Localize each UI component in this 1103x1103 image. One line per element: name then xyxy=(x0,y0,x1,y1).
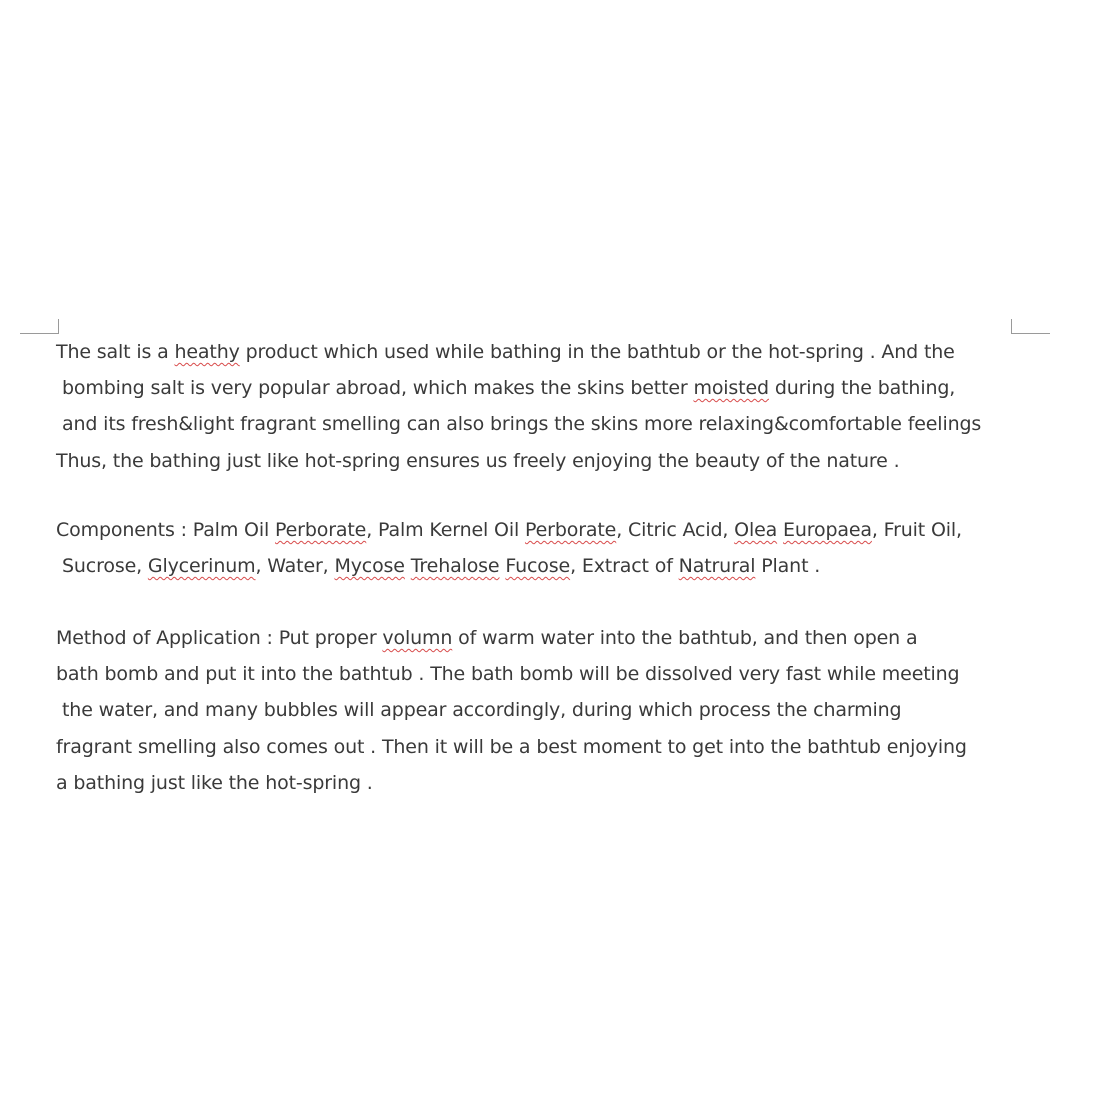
text-line xyxy=(56,656,1036,692)
text-run: , Extract of xyxy=(570,555,679,578)
misspelled-word: Fucose xyxy=(505,555,571,578)
text-line xyxy=(56,620,1036,656)
text-run: the water, and many bubbles will appear accordingly, during which process the charming xyxy=(62,699,902,722)
text-line xyxy=(56,512,1036,548)
misspelled-word: Glycerinum xyxy=(147,555,256,578)
text-run: and its fresh&light fragrant smelling can also brings the skins more relaxing&comfortable feelings xyxy=(62,413,982,436)
text-line xyxy=(56,443,1036,479)
paragraph-description[interactable] xyxy=(56,334,1036,479)
text-run: , Water, xyxy=(255,555,335,578)
text-run: a bathing just like the hot-spring . xyxy=(56,771,373,794)
text-run: Thus, the bathing just like hot-spring ensures us freely enjoying the beauty of the nature . xyxy=(56,449,900,472)
text-run: product which used while bathing in the bathtub or the hot-spring . And the xyxy=(239,341,955,363)
misspelled-word: volumn xyxy=(382,627,453,649)
text-line xyxy=(56,406,1036,442)
text-run: , Palm Kernel Oil xyxy=(366,519,525,541)
text-run: Sucrose, xyxy=(62,555,148,578)
text-run: bath bomb and put it into the bathtub . The bath bomb will be dissolved very fast while meeting xyxy=(56,663,960,686)
text-line xyxy=(56,548,1036,584)
text-run: Method of Application : Put proper xyxy=(56,627,383,649)
text-run: fragrant smelling also comes out . Then it will be a best moment to get into the bathtub enjoying xyxy=(56,735,967,758)
text-run: during the bathing, xyxy=(768,377,956,400)
right-margin-corner-mark xyxy=(1011,319,1050,334)
misspelled-word: moisted xyxy=(693,377,769,400)
text-run: bombing salt is very popular abroad, which makes the skins better xyxy=(62,377,694,400)
text-line xyxy=(56,370,1036,406)
text-line xyxy=(56,692,1036,728)
text-run: Components : Palm Oil xyxy=(56,519,276,541)
text-run: The salt is a xyxy=(56,341,175,363)
misspelled-word: Natrural xyxy=(678,555,756,578)
text-run: Plant . xyxy=(755,555,821,578)
text-run: , Citric Acid, xyxy=(616,519,735,541)
paragraph-components[interactable] xyxy=(56,512,1036,584)
misspelled-word: Europaea xyxy=(783,519,872,541)
paragraph-method-of-application[interactable] xyxy=(56,620,1036,801)
text-line xyxy=(56,334,1036,370)
text-line xyxy=(56,729,1036,765)
text-line xyxy=(56,765,1036,801)
text-run: of warm water into the bathtub, and then open a xyxy=(452,627,918,649)
misspelled-word: Olea xyxy=(734,519,778,541)
left-margin-corner-mark xyxy=(20,319,59,334)
misspelled-word: heathy xyxy=(174,341,240,363)
misspelled-word: Trehalose xyxy=(410,555,500,578)
misspelled-word: Perborate xyxy=(275,519,367,541)
misspelled-word: Mycose xyxy=(334,555,405,578)
text-run: , Fruit Oil, xyxy=(871,519,962,541)
misspelled-word: Perborate xyxy=(524,519,617,541)
